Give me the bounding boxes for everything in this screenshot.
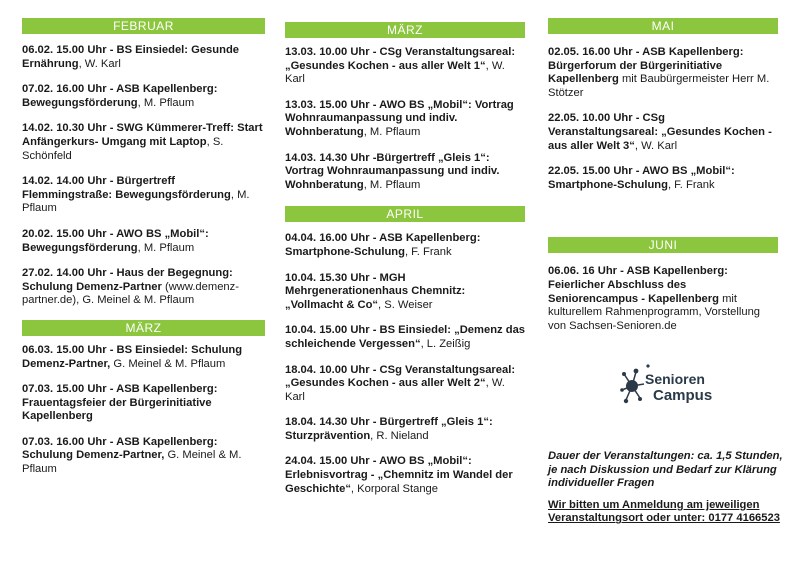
event-item: 07.03. 15.00 Uhr - ASB Kapellenberg: Frauentagsfeier der Bürgerinitiative Kapellenberg (22, 383, 218, 423)
column-march-april (285, 0, 525, 496)
event-item: 22.05. 15.00 Uhr - AWO BS „Mobil“: Smartphone-Schulung, F. Frank (548, 165, 735, 191)
event-item: 02.05. 16.00 Uhr - ASB Kapellenberg: Bürgerforum der Bürgerinitiative Kapellenberg mit Baubürgermeister Herr M. Stötzer (548, 46, 770, 99)
event-item: 04.04. 16.00 Uhr - ASB Kapellenberg: Smartphone-Schulung, F. Frank (285, 232, 481, 258)
event-item: 14.02. 10.30 Uhr - SWG Kümmerer-Treff: Start Anfängerkurs- Umgang mit Laptop, S. Schönfeld (22, 122, 263, 162)
duration-note: Dauer der Veranstaltungen: ca. 1,5 Stunden, je nach Diskussion und Bedarf zur Klärung individueller Fragen (548, 450, 783, 490)
event-item: 14.03. 14.30 Uhr -Bürgertreff „Gleis 1“: Vortrag Wohnraumanpassung und indiv. Wohnberatung, M. Pflaum (285, 151, 500, 191)
logo-text-line2: Campus (653, 387, 713, 404)
event-item: 20.02. 15.00 Uhr - AWO BS „Mobil“: Bewegungsförderung, M. Pflaum (22, 227, 209, 254)
event-item: 06.03. 15.00 Uhr - BS Einsiedel: Schulung Demenz-Partner, G. Meinel & M. Pflaum (22, 343, 243, 370)
event-item: 10.04. 15.00 Uhr - BS Einsiedel: „Demenz das schleichende Vergessen“, L. Zeißig (285, 324, 526, 350)
registration-note: Wir bitten um Anmeldung am jeweiligen Veranstaltungsort oder unter: 0177 4166523 (548, 498, 780, 525)
event-item: 24.04. 15.00 Uhr - AWO BS „Mobil“: Erlebnisvortrag - „Chemnitz im Wandel der Geschichte“, Korporal Stange (285, 455, 513, 495)
event-item: 13.03. 15.00 Uhr - AWO BS „Mobil“: Vortrag Wohnraumanpassung und indiv. Wohnberatung, M. Pflaum (285, 98, 514, 138)
senioren-campus-logo (620, 364, 720, 414)
column-may-june (548, 0, 778, 333)
month-header-maerz: MÄRZ (22, 320, 265, 336)
event-item: 18.04. 10.00 Uhr - CSg Veranstaltungsareal: „Gesundes Kochen - aus aller Welt 2“, W. Karl (285, 363, 516, 403)
event-item: 10.04. 15.30 Uhr - MGH Mehrgenerationenhaus Chemnitz: „Vollmacht & Co“, S. Weiser (285, 271, 466, 311)
event-item: 06.06. 16 Uhr - ASB Kapellenberg: Feierlicher Abschluss des Seniorencampus - Kapellenberg mit kulturellem Rahmenprogramm, Vorstellung von Sachsen-Senioren.de (548, 265, 761, 332)
logo-mark-icon (620, 364, 720, 414)
month-header-juni: JUNI (548, 237, 778, 253)
event-item: 27.02. 14.00 Uhr - Haus der Begegnung: Schulung Demenz-Partner (www.demenz-partner.de), G. Meinel & M. Pflaum (22, 267, 239, 307)
event-item: 06.02. 15.00 Uhr - BS Einsiedel: Gesunde Ernährung, W. Karl (22, 44, 239, 70)
event-item: 07.02. 16.00 Uhr - ASB Kapellenberg: Bewegungsförderung, M. Pflaum (22, 83, 218, 109)
month-header-maerz: MÄRZ (285, 22, 525, 38)
column-february-march (22, 0, 265, 477)
month-header-februar: FEBRUAR (22, 18, 265, 34)
event-item: 18.04. 14.30 Uhr - Bürgertreff „Gleis 1“: Sturzprävention, R. Nieland (285, 416, 493, 442)
event-item: 14.02. 14.00 Uhr - Bürgertreff Flemmingstraße: Bewegungsförderung, M. Pflaum (22, 175, 250, 215)
notes-block (548, 450, 783, 526)
month-header-mai: MAI (548, 18, 778, 34)
event-item: 22.05. 10.00 Uhr - CSg Veranstaltungsareal: „Gesundes Kochen - aus aller Welt 3“, W. Karl (548, 112, 772, 152)
event-item: 07.03. 16.00 Uhr - ASB Kapellenberg: Schulung Demenz-Partner, G. Meinel & M. Pflaum (22, 435, 242, 476)
event-item: 13.03. 10.00 Uhr - CSg Veranstaltungsareal: „Gesundes Kochen - aus aller Welt 1“, W. Karl (285, 46, 516, 86)
month-header-april: APRIL (285, 206, 525, 222)
logo-text-line1: Senioren (645, 371, 705, 387)
